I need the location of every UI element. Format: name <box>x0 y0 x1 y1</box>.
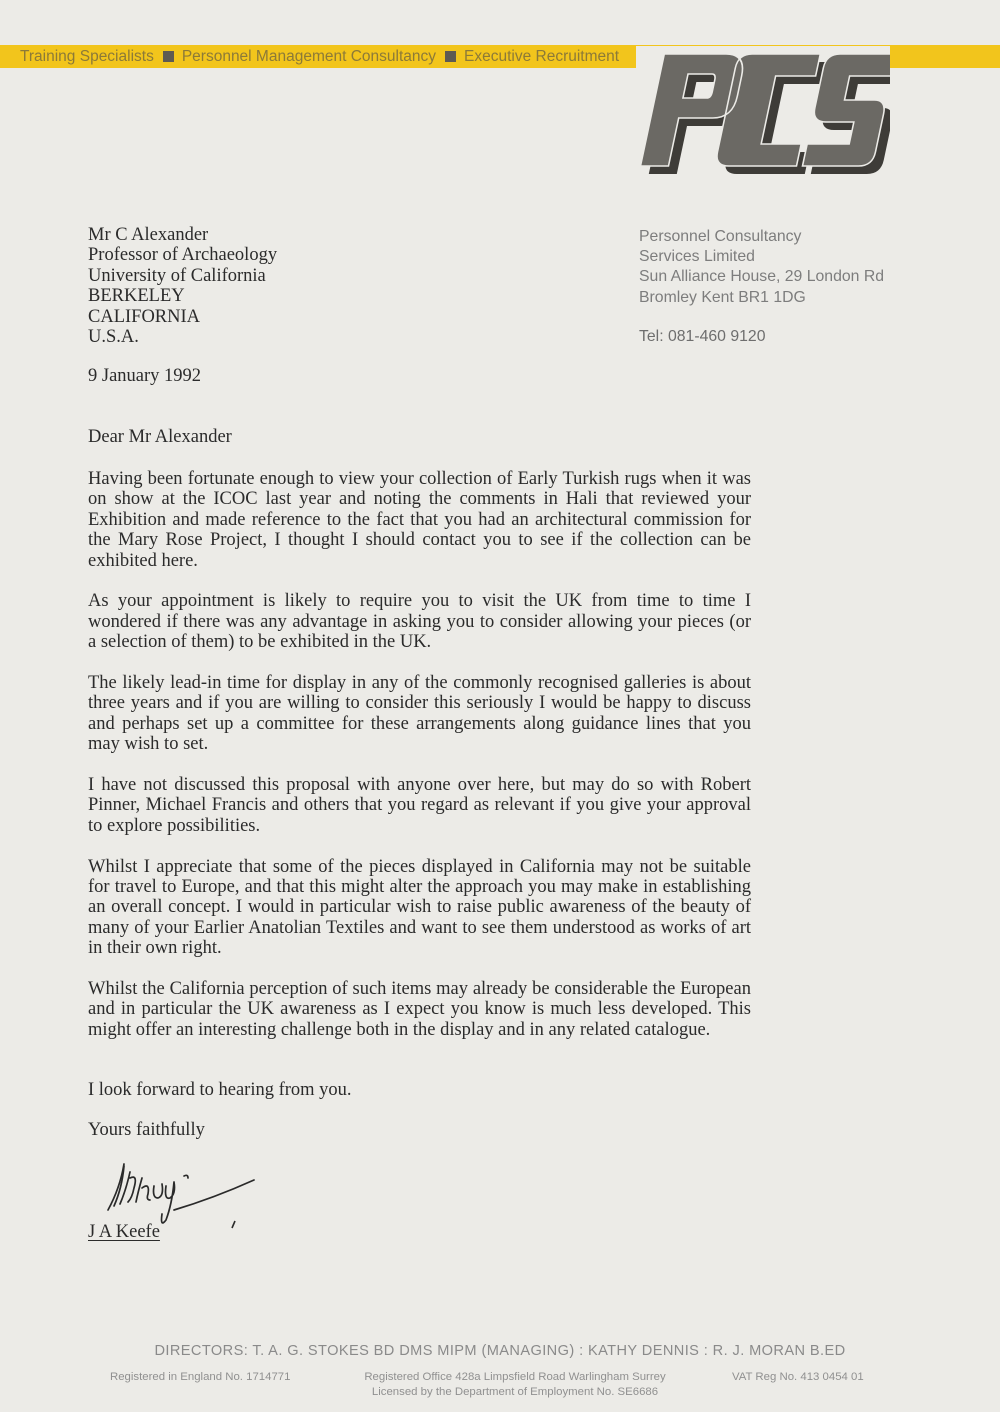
pcs-logo-icon <box>636 46 890 180</box>
footer-vat: VAT Reg No. 413 0454 01 <box>732 1371 864 1383</box>
letter-body <box>88 469 751 1061</box>
bullet-square-icon <box>163 51 174 62</box>
recipient-title: Professor of Archaeology <box>88 245 278 266</box>
letterhead-services <box>20 47 619 66</box>
service-personnel: Personnel Management Consultancy <box>181 47 437 65</box>
salutation: Dear Mr Alexander <box>88 427 232 447</box>
sender-line: Sun Alliance House, 29 London Rd <box>639 268 885 286</box>
recipient-address <box>88 225 277 347</box>
recipient-institution: University of California <box>88 265 266 286</box>
body-paragraph: I have not discussed this proposal with anyone over here, but may do so with Robert Pinner, Michael Francis and others that you regard as relevant if you give your approval to explore possibilities. <box>88 775 751 836</box>
body-paragraph: As your appointment is likely to require you to visit the UK from time to time I wondered if there was any advantage in asking you to consider allowing your pieces (or a selection of them) to be exhibited in the UK. <box>88 591 751 653</box>
sender-telephone: Tel: 081-460 9120 <box>639 327 766 345</box>
footer-directors: DIRECTORS: T. A. G. STOKES BD DMS MIPM (MANAGING) : KATHY DENNIS : R. J. MORAN B.ED <box>154 1343 846 1359</box>
sender-line: Services Limited <box>639 248 755 266</box>
footer-licence-line: Licensed by the Department of Employment No. SE6686 <box>371 1386 659 1398</box>
letter-date: 9 January 1992 <box>88 366 202 386</box>
sender-line: Personnel Consultancy <box>639 228 802 245</box>
body-paragraph: Having been fortunate enough to view your collection of Early Turkish rugs when it was on show at the ICOC last year and noting the comments in Hali that reviewed your Exhibition and made reference to the fact that you had an architectural commission for the Mary Rose Project, I thought I should contact you to see if the collection can be exhibited here. <box>88 469 751 571</box>
signature-icon <box>104 1158 264 1230</box>
service-recruitment: Executive Recruitment <box>464 47 620 65</box>
sender-line: Bromley Kent BR1 1DG <box>639 288 806 306</box>
closing-line: I look forward to hearing from you. <box>88 1080 352 1100</box>
body-paragraph: The likely lead-in time for display in any of the commonly recognised galleries is about three years and if you are willing to consider this seriously I would be happy to discuss and perhaps set up a committee for these arrangements along guidance lines that you may wish to set. <box>88 673 751 755</box>
body-paragraph: Whilst I appreciate that some of the pieces displayed in California may not be suitable for travel to Europe, and that this might alter the approach you may make in establishing an overall concept. I would in particular wish to raise public awareness of the beauty of many of your Earlier Anatolian Textiles and want to see them understood as works of art in their own right. <box>88 856 751 959</box>
footer-office-line: Registered Office 428a Limpsfield Road Warlingham Surrey <box>364 1371 666 1383</box>
sender-address <box>639 227 884 347</box>
body-paragraph: Whilst the California perception of such items may already be considerable the European and in particular the UK awareness as I expect you know is much less developed. This might offer an interesting challenge both in the display and in any related catalogue. <box>88 979 751 1040</box>
recipient-city: BERKELEY <box>88 286 185 307</box>
pcs-logo <box>636 46 890 180</box>
recipient-state: CALIFORNIA <box>88 306 201 327</box>
recipient-country: U.S.A. <box>88 327 139 348</box>
footer-office <box>330 1370 700 1400</box>
bullet-square-icon <box>445 51 456 62</box>
closing-valediction: Yours faithfully <box>88 1120 205 1140</box>
footer-registration: Registered in England No. 1714771 <box>110 1371 291 1383</box>
recipient-name: Mr C Alexander <box>88 225 209 245</box>
signer-name: J A Keefe <box>88 1222 160 1242</box>
service-training: Training Specialists <box>20 47 154 65</box>
